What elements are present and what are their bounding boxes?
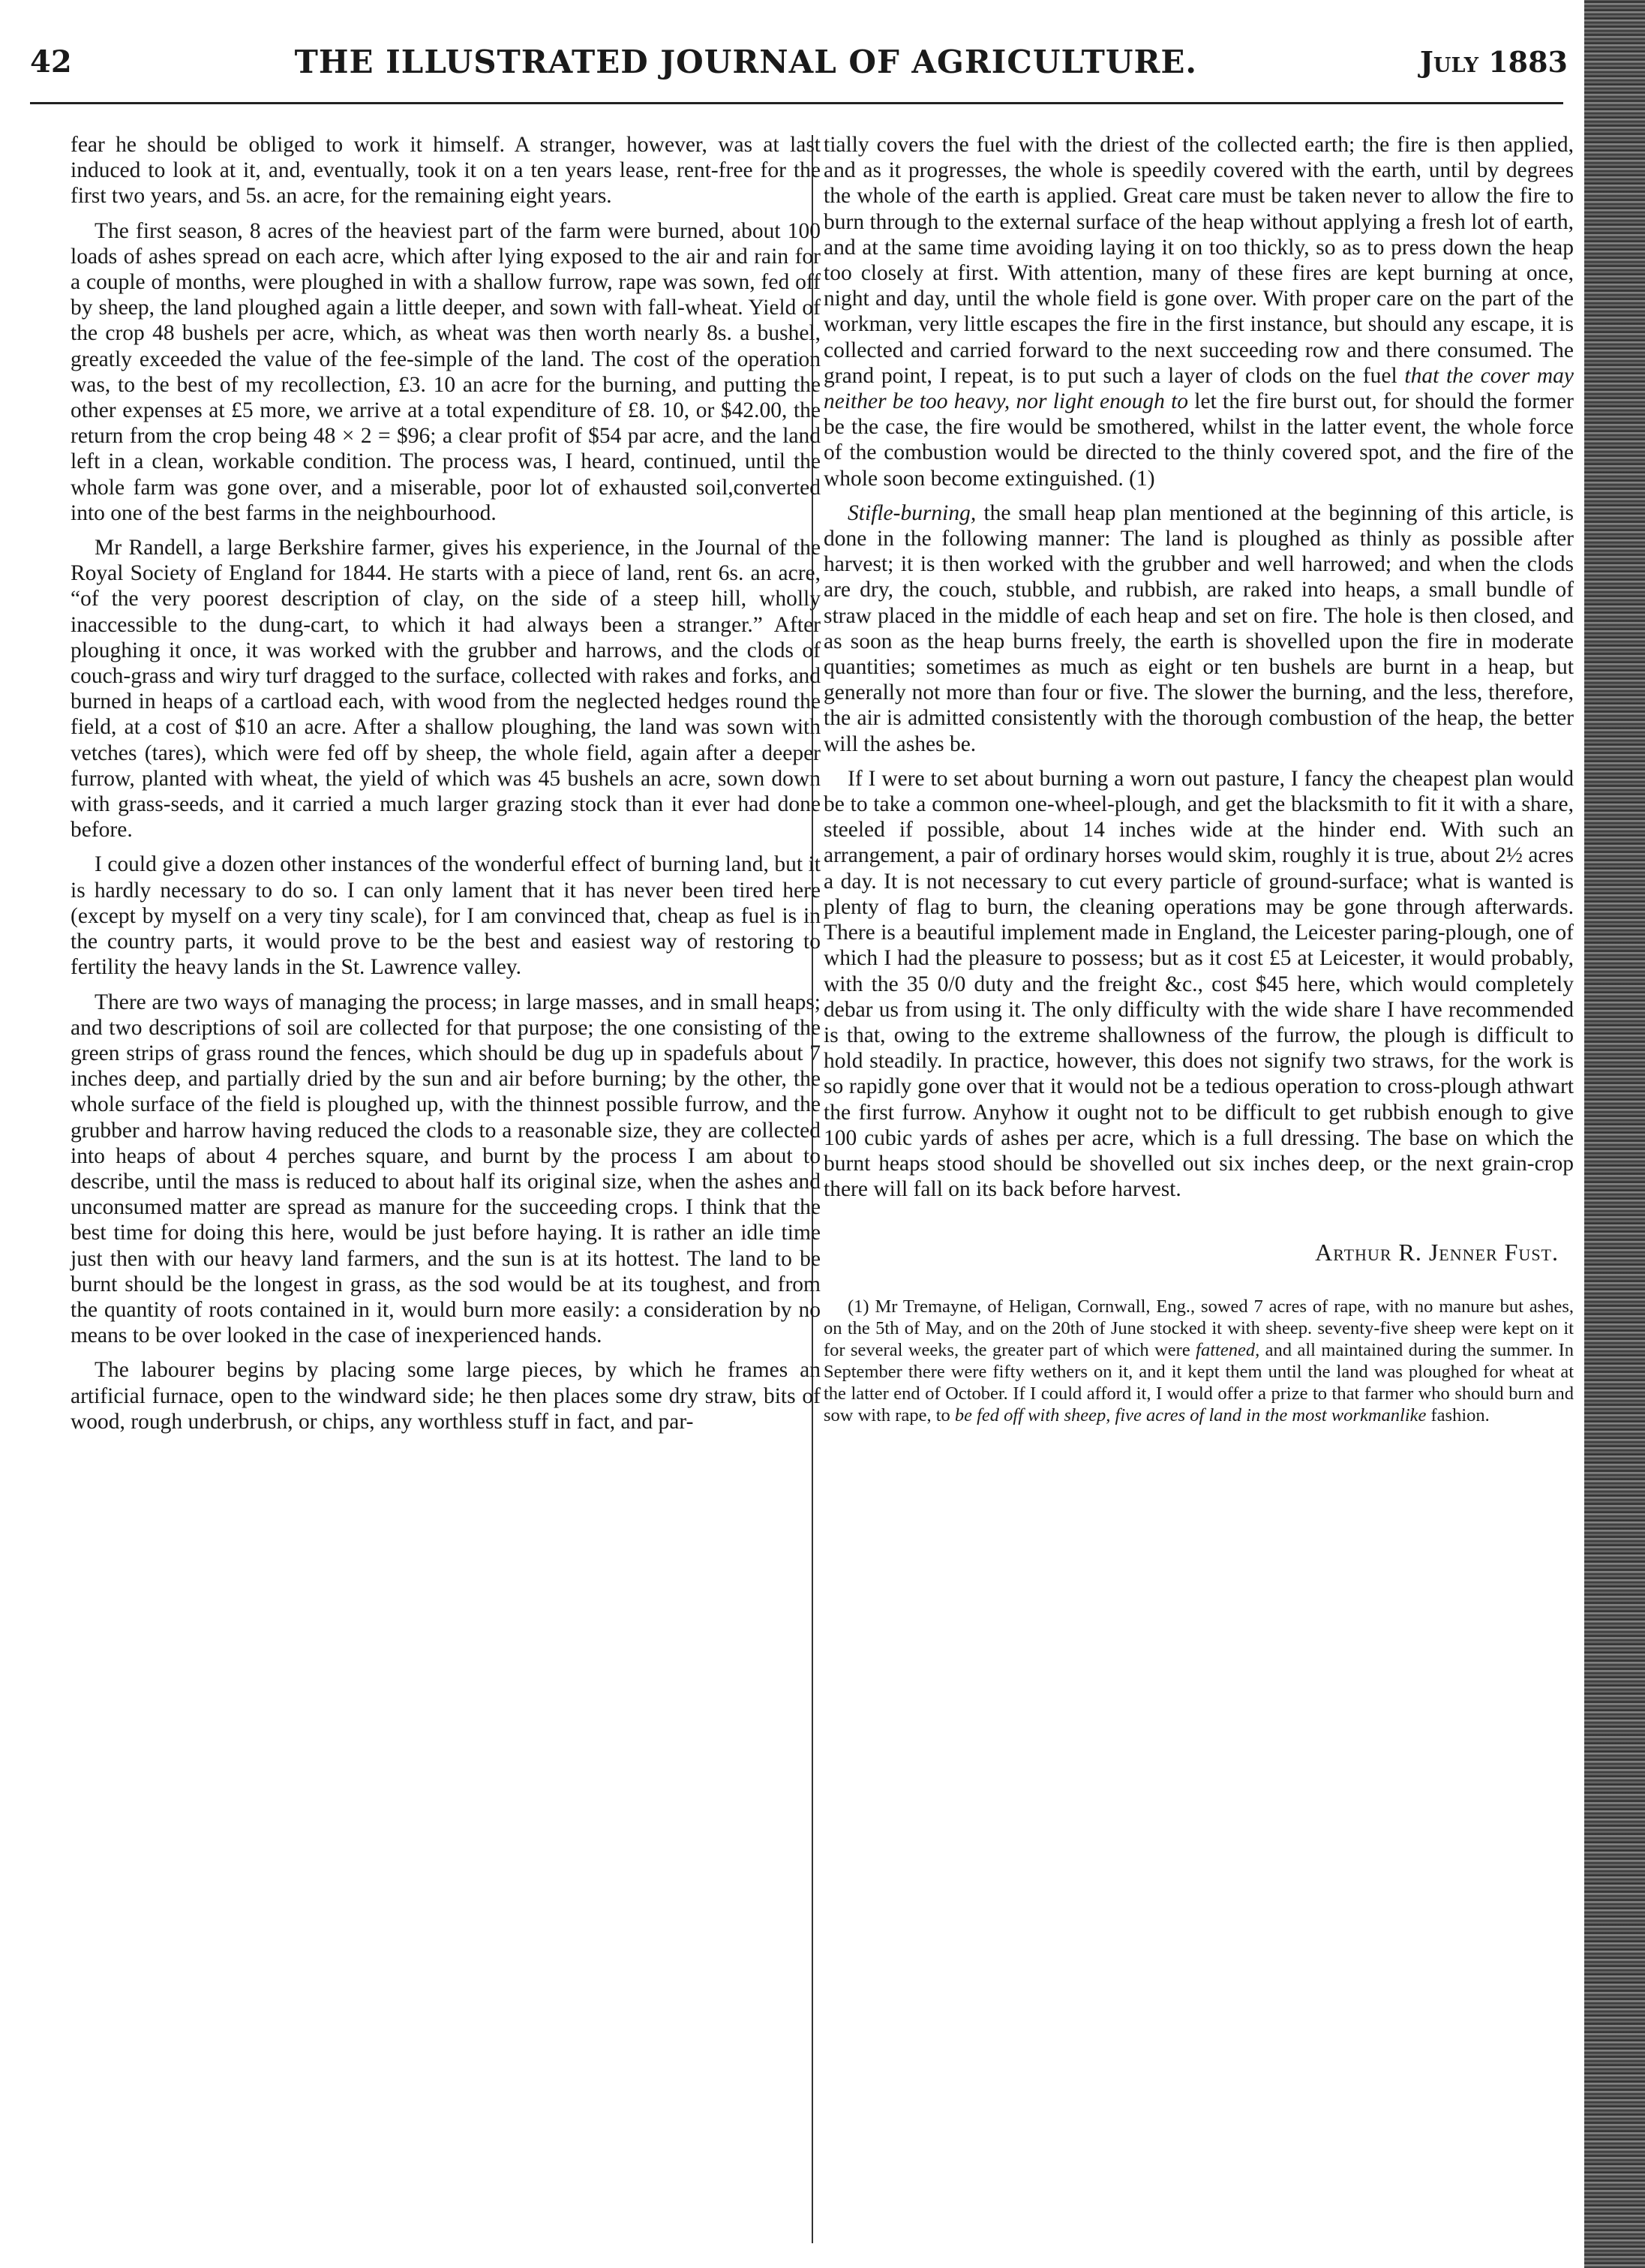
footnote-text	[824, 1296, 1574, 1426]
paragraph: If I were to set about burning a worn out pasture, I fancy the cheapest plan would be to take a common one-wheel-plough, and get the blacksmith to fit it with a share, steeled if possible, about 14 inches wide at the hinder end. With such an arrangement, a pair of ordinary horses would skim, roughly it is true, about 2½ acres a day. It is not necessary to cut every particle of ground-surface; what is wanted is plenty of flag to burn, the cleaning operations may be gone through afterwards. There is a beautiful implement made in England, the Leicester paring-plough, one of which I had the pleasure to possess; but as it cost £5 at Leicester, it would probably, with the 35 0/0 duty and the freight &c., cost $45 here, which would completely debar us from using it. The only difficulty with the wide share I have recommended is that, owing to the extreme shallowness of the furrow, the plough is difficult to hold steadily. In practice, however, this does not signify two straws, for the work is so rapidly gone over that it would not be a tedious operation to cross-plough athwart the first furrow. Anyhow it ought not to be difficult to get rubbish enough to give 100 cubic yards of ashes per acre, which is a full dressing. The base on which the burnt heaps stood should be shovelled out six inches deep, or the next grain-crop there will fall on its back before harvest.	[824, 766, 1574, 1202]
paragraph-text: tially covers the fuel with the driest of the collected earth; the fire is then applied, and as it progresses, the whole is speedily covered with the earth, until by degrees the whole of the earth is applied. Great care must be taken never to allow the fire to burn through to the external surface of the heap without applying a fresh lot of earth, and at the same time avoiding laying it on too thickly, so as to press down the heap too closely at first. With attention, many of these fires are kept burning at once, night and day, until the whole field is gone over. With proper care on the part of the workman, very little escapes the fire in the first instance, but should any escape, it is collected and carried forward to the next succeeding row and there consumed. The grand point, I repeat, is to put such a layer of clods on the fuel	[824, 133, 1574, 388]
journal-title: THE ILLUSTRATED JOURNAL OF AGRICULTURE.	[294, 43, 1198, 80]
right-column	[824, 132, 1574, 1426]
italic-word: fattened,	[1196, 1339, 1260, 1360]
italic-phrase: that the cover may neither be too heavy, nor light enough to	[824, 363, 1574, 414]
italic-phrase: be fed off with sheep, five acres of land in the most workmanlike	[954, 1404, 1427, 1425]
page-number: 42	[30, 44, 72, 80]
issue-date: July 1883	[1419, 44, 1568, 79]
footnote-part: and all maintained during the summer. In September there were fifty wethers on it, and it kept them until the land was ploughed for wheat at the latter end of October. If I could afford it, I would offer a prize to that farmer who should burn and sow with rape, to	[824, 1339, 1574, 1425]
page-edge-texture	[1584, 0, 1645, 2268]
paragraph: Mr Randell, a large Berkshire farmer, gives his experience, in the Journal of the Royal Society of England for 1844. He starts with a piece of land, rent 6s. an acre, “of the very poorest description of clay, on the side of a steep hill, wholly inaccessible to the dung-cart, to which it had always been a stranger.” After ploughing it once, it was worked with the grubber and harrows, and the clods of couch-grass and wiry turf dragged to the surface, collected with rakes and forks, and burned in heaps of a cartload each, with wood from the neglected hedges round the field, at a cost of $10 an acre. After a shallow ploughing, the land was sown with vetches (tares), which were fed off by sheep, the whole field, again after a deeper furrow, planted with wheat, the yield of which was 45 bushels an acre, sown down with grass-seeds, and it carried a much larger grazing stock than it ever had done before.	[71, 536, 821, 843]
footnote	[824, 1296, 1574, 1426]
paragraph: The first season, 8 acres of the heaviest part of the farm were burned, about 100 loads of ashes spread on each acre, which after lying exposed to the air and rain for a couple of months, were ploughed in with a shallow furrow, rape was sown, fed off by sheep, the land ploughed again a little deeper, and sown with fall-wheat. Yield of the crop 48 bushels per acre, which, as wheat was then worth nearly 8s. a bushel, greatly exceeded the value of the fee-simple of the land. The cost of the operation was, to the best of my recollection, £3. 10 an acre for the burning, and putting the other expenses at £5 more, we arrive at a total expenditure of £8. 10, or $42.00, the return from the crop being 48 × 2 = $96; a clear profit of $54 par acre, and the land left in a clean, workable condition. The process was, I heard, continued, until the whole farm was gone over, and a miserable, poor lot of exhausted soil,converted into one of the best farms in the neighbourhood.	[71, 218, 821, 525]
footnote-part: fashion.	[1430, 1404, 1490, 1425]
paragraph: There are two ways of managing the process; in large masses, and in small heaps; and two descriptions of soil are collected for that purpose; the one consisting of the green strips of grass round the fences, which should be dug up in spadefuls about 7 inches deep, and partially dried by the sun and air before burning; by the other, the whole surface of the field is ploughed up, with the thinnest possible furrow, and the grubber and harrow having reduced the clods to a reasonable size, they are collected into heaps of about 4 perches square, and burnt by the process I am about to describe, until the mass is reduced to about half its original size, when the ashes and unconsumed matter are spread as manure for the succeeding crops. I think that the best time for doing this here, would be just before haying. It is rather an idle time just then with our heavy land farmers, and the sun is at its hottest. The land to be burnt should be the longest in grass, as the sod would be at its toughest, and from the quantity of roots contained in it, would burn more easily: a consideration by no means to be over looked in the case of inexperienced hands.	[71, 990, 821, 1348]
paragraph: fear he should be obliged to work it himself. A stranger, however, was at last induced to look at it, and, eventually, took it on a ten years lease, rent-free for the first two years, and 5s. an acre, for the remaining eight years.	[71, 133, 821, 209]
running-header	[30, 39, 1568, 84]
header-rule	[30, 102, 1563, 104]
paragraph	[824, 500, 1574, 757]
paragraph-text: let the fire burst out, for should the former be the case, the fire would be smothered, whilst in the latter event, the whole force of the combustion would be directed to the thinly covered spot, and the fire of the whole soon become extinguished. (1)	[824, 389, 1574, 491]
paragraph: I could give a dozen other instances of the wonderful effect of burning land, but it is hardly necessary to do so. I can only lament that it has never been tired here (except by myself on a very tiny scale), for I am convinced that, cheap as fuel is in the country parts, it would prove to be the best and easiest way of restoring to fertility the heavy lands in the St. Lawrence valley.	[71, 852, 821, 980]
paragraph: The labourer begins by placing some large pieces, by which he frames an artificial furnace, open to the windward side; he then places some dry straw, bits of wood, rough underbrush, or chips, any worthless stuff in fact, and par-	[71, 1358, 821, 1434]
paragraph-text: the small heap plan mentioned at the beginning of this article, is done in the following manner: The land is ploughed as thinly as possible after harvest; it is then worked with the grubber and well harrowed; and when the clods are dry, the couch, stubble, and rubbish, are raked into heaps, a small bundle of straw placed in the middle of each heap and set on fire. The hole is then closed, and as soon as the heap burns freely, the earth is shovelled upon the fire in moderate quantities; sometimes as much as eight or ten bushels are burnt in a heap, but generally not more than four or five. The slower the burning, and the less, therefore, the air is admitted consistently with the thorough combustion of the heap, the better will the ashes be.	[824, 500, 1574, 756]
italic-term: Stifle-burning,	[848, 500, 977, 525]
left-column	[71, 132, 821, 1443]
paragraph	[824, 132, 1574, 491]
author-signature: Arthur R. Jenner Fust.	[1315, 1239, 1559, 1266]
footnote-part: (1) Mr Tremayne, of Heligan, Cornwall, Eng., sowed 7 acres of rape, with no manure but ashes, on the 5th of May, and on the 20th of June stocked it with sheep. seventy-five sheep were kept on it for several weeks, the greater part of which were	[824, 1296, 1574, 1360]
